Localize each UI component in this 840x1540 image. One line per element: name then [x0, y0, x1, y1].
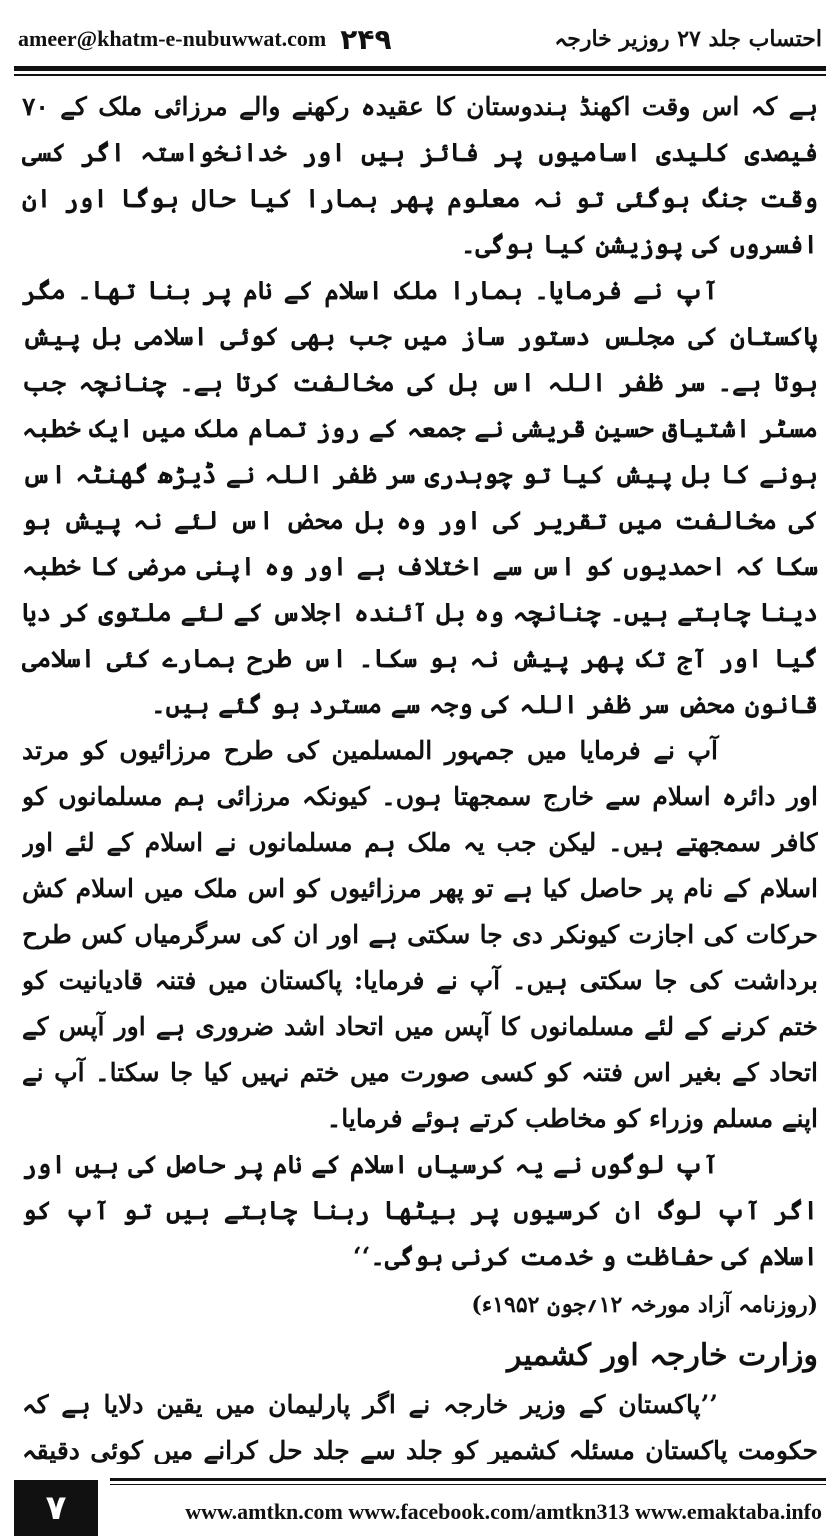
- header-email: ameer@khatm-e-nubuwwat.com: [18, 26, 327, 51]
- paragraph-4: آپ لوگوں نے یہ کرسیاں اسلام کے نام پر حاصل کی ہیں اور اگر آپ لوگ ان کرسیوں پر بیٹھا رہنا چاہتے ہیں تو آپ کو اسلام کی حفاظت و خدمت کرنی ہوگی۔‘‘: [22, 1150, 818, 1271]
- page-body: [22, 84, 818, 1464]
- book-title: احتساب جلد ۲۷ روزیر خارجہ: [554, 26, 822, 52]
- header-left: [18, 23, 392, 56]
- volume-mark: ۷: [14, 1480, 98, 1536]
- section-paragraph: ’’پاکستان کے وزیر خارجہ نے اگر پارلیمان میں یقین دلایا ہے کہ حکومت پاکستان مسئلہ کشمیر کو جلد سے جلد حل کرانے میں کوئی دقیقہ: [22, 1390, 818, 1464]
- paragraph-3: آپ نے فرمایا میں جمہور المسلمین کی طرح مرزائیوں کو مرتد اور دائرہ اسلام سے خارج سمجھتا ہوں۔ کیونکہ مرزائی ہم مسلمانوں کو کافر سمجھتے ہیں۔ لیکن جب یہ ملک ہم مسلمانوں نے اسلام کے لئے اور اسلام کے نام پر حاصل کیا ہے تو پھر مرزائیوں کو اس ملک میں اسلام کش حرکات کی اجازت کیونکر دی جا سکتی ہے اور ان کی سرگرمیاں کس طرح برداشت کی جا سکتی ہیں۔ آپ نے فرمایا: پاکستان میں فتنہ قادیانیت کو ختم کرنے کے لئے مسلمانوں کا آپس میں اتحاد اشد ضروری ہے اور آپس کے اتحاد کے بغیر اس فتنہ کو کسی صورت میں ختم نہیں کیا جا سکتا۔ آپ نے اپنے مسلم وزراء کو مخاطب کرتے ہوئے فرمایا۔: [22, 736, 818, 1133]
- citation: (روزنامہ آزاد مورخہ ۱۲؍جون ۱۹۵۲ء): [471, 1292, 818, 1318]
- footer-links: www.amtkn.com www.facebook.com/amtkn313 www.emaktaba.info: [185, 1499, 822, 1524]
- page-header: [18, 14, 822, 64]
- footer-rule: [110, 1478, 826, 1481]
- paragraph-1: ہے کہ اس وقت اکھنڈ ہندوستان کا عقیدہ رکھنے والے مرزائی ملک کے ۷۰ فیصدی کلیدی اسامیوں پر فائز ہیں اور خدانخواستہ اگر کسی وقت جنگ ہوگئی تو نہ معلوم پھر ہمارا کیا حال ہوگا اور ان افسروں کی پوزیشن کیا ہوگی۔: [22, 92, 818, 259]
- footer-rule-thin: [110, 1484, 826, 1485]
- page-number: ۲۴۹: [340, 22, 392, 56]
- header-rule: [14, 66, 826, 71]
- paragraph-2: آپ نے فرمایا۔ ہمارا ملک اسلام کے نام پر بنا تھا۔ مگر پاکستان کی مجلس دستور ساز میں جب بھی کوئی اسلامی بل پیش ہوتا ہے۔ سر ظفر اللہ اس بل کی مخالفت کرتا ہے۔ چنانچہ جب مسٹر اشتیاق حسین قریشی نے جمعہ کے روز تمام ملک میں ایک خطبہ ہونے کا بل پیش کیا تو چوہدری سر ظفر اللہ نے ڈیڑھ گھنٹہ اس کی مخالفت میں تقریر کی اور وہ بل محض اس لئے نہ پیش ہو سکا کہ احمدیوں کو اس سے اختلاف ہے اور وہ اپنی مرضی کا خطبہ دینا چاہتے ہیں۔ چنانچہ وہ بل آئندہ اجلاس کے لئے ملتوی کر دیا گیا اور آج تک پھر پیش نہ ہو سکا۔ اس طرح ہمارے کئی اسلامی قانون محض سر ظفر اللہ کی وجہ سے مسترد ہو گئے ہیں۔: [22, 276, 818, 719]
- section-heading: وزارت خارجہ اور کشمیر: [507, 1338, 818, 1373]
- header-rule-thin: [14, 74, 826, 76]
